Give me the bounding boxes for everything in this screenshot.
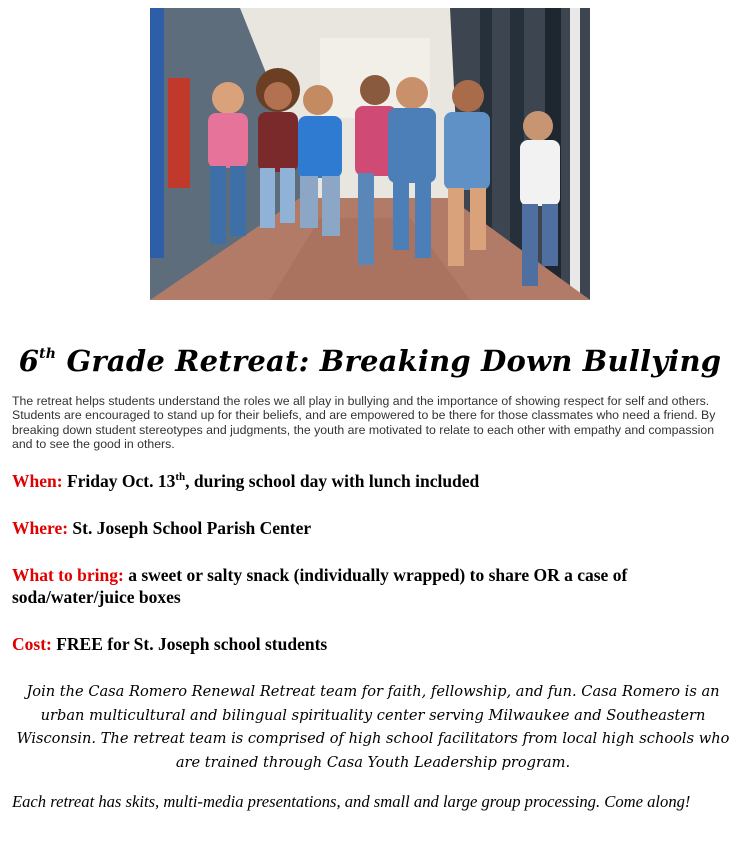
where-label: Where: bbox=[12, 518, 69, 538]
bring-line bbox=[12, 564, 734, 608]
intro-paragraph: The retreat helps students understand the roles we all play in bullying and the importance of showing respect for self and others. Students are encouraged to stand up for their beliefs, and are empowered to be there for those classmates who need a friend. By breaking down student stereotypes and judgments, the youth are motivated to relate to each other with empathy and compassion and to see the good in others. bbox=[12, 394, 716, 452]
where-line bbox=[12, 517, 734, 539]
closing-paragraph: Each retreat has skits, multi-media presentations, and small and large group processing. Come along! bbox=[12, 792, 691, 811]
children-running-photo bbox=[150, 8, 590, 300]
cost-value: FREE for St. Joseph school students bbox=[51, 634, 328, 654]
where-value: St. Joseph School Parish Center bbox=[68, 518, 312, 538]
cost-label: Cost: bbox=[12, 634, 52, 654]
page-title: 6th Grade Retreat: Breaking Down Bullying bbox=[18, 344, 722, 378]
children-running-illustration bbox=[150, 8, 590, 300]
bring-label: What to bring: bbox=[12, 565, 124, 585]
when-line: When: Friday Oct. 13th, during school day with lunch included bbox=[12, 471, 480, 491]
when-label: When: bbox=[12, 471, 63, 491]
cost-line bbox=[12, 633, 734, 655]
bring-value: a sweet or salty snack (individually wrapped) to share OR a case of soda/water/juice boxes bbox=[12, 565, 628, 607]
casa-romero-paragraph: Join the Casa Romero Renewal Retreat team for faith, fellowship, and fun. Casa Romero is an urban multicultural and bilingual spirituality center serving Milwaukee and Southeastern Wisconsin. The retreat team is comprised of high school facilitators from local high schools who are trained through Casa Youth Leadership program. bbox=[16, 683, 730, 771]
